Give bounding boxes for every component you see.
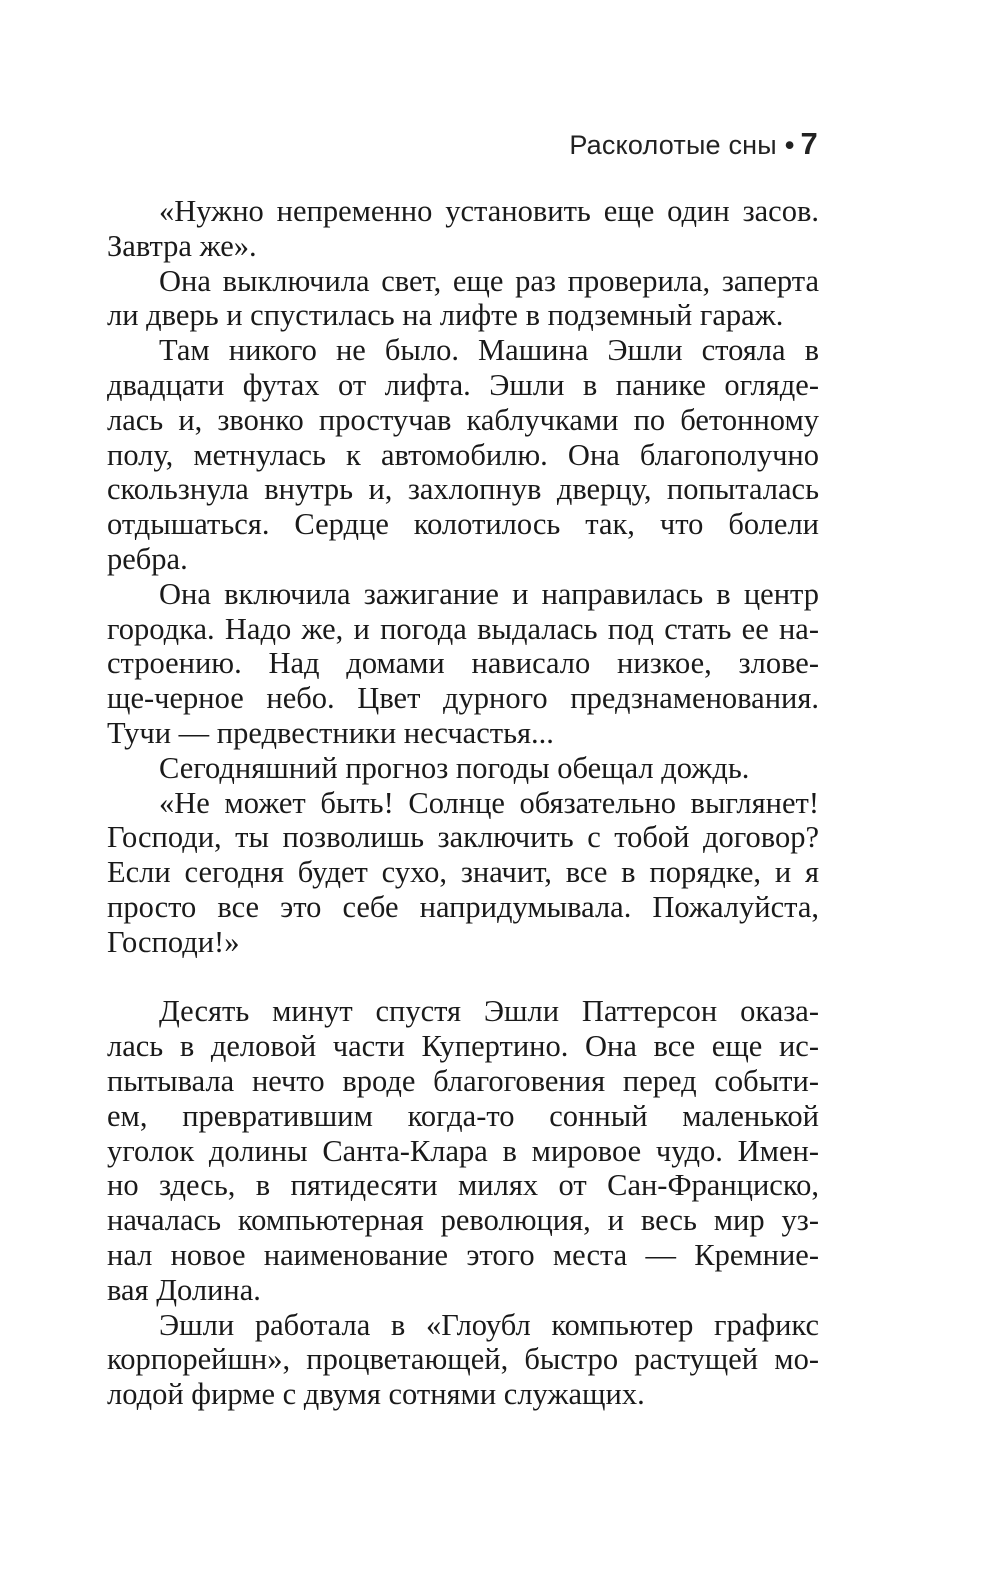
paragraph: [107, 786, 819, 960]
text-line: лась и, звонко простучав каблучками по бетонному: [107, 402, 819, 437]
text-line: Господи!»: [107, 924, 240, 959]
paragraph: [107, 577, 819, 751]
page-number: 7: [800, 126, 818, 161]
paragraph: [107, 751, 819, 786]
paragraph: [107, 194, 819, 264]
text-line: Тучи — предвестники несчастья...: [107, 715, 554, 750]
text-line: ем, превратившим когда-то сонный маленькой: [107, 1098, 819, 1133]
text-line: просто все это себе напридумывала. Пожалуйста,: [107, 889, 819, 924]
text-line: ще-черное небо. Цвет дурного предзнаменования.: [107, 681, 819, 716]
text-line: скользнула внутрь и, захлопнув дверцу, попыталась: [107, 472, 819, 507]
text-line: Завтра же».: [107, 228, 257, 263]
text-line: пытывала нечто вроде благоговения перед событи-: [107, 1063, 819, 1098]
text-line: Десять минут спустя Эшли Паттерсон оказа-: [159, 994, 819, 1029]
paragraph: [107, 994, 819, 1307]
text-line: Она выключила свет, еще раз проверила, заперта: [159, 263, 819, 298]
text-line: двадцати футах от лифта. Эшли в панике огляде-: [107, 367, 819, 402]
text-line: ребра.: [107, 541, 188, 576]
text-line: «Не может быть! Солнце обязательно выглянет!: [159, 785, 819, 820]
text-line: лодой фирме с двумя сотнями служащих.: [107, 1377, 645, 1412]
text-line: началась компьютерная революция, и весь мир уз-: [107, 1203, 819, 1238]
text-line: Она включила зажигание и направилась в центр: [159, 576, 819, 611]
text-line: Там никого не было. Машина Эшли стояла в: [159, 333, 819, 368]
paragraph: [107, 333, 819, 577]
body-text: [107, 194, 819, 1412]
text-line: но здесь, в пятидесяти милях от Сан-Франциско,: [107, 1168, 819, 1203]
text-line: Сегодняшний прогноз погоды обещал дождь.: [159, 750, 750, 785]
text-line: уголок долины Санта-Клара в мировое чудо. Имен-: [107, 1133, 819, 1168]
text-line: Господи, ты позволишь заключить с тобой договор?: [107, 820, 819, 855]
text-line: Если сегодня будет сухо, значит, все в порядке, и я: [107, 855, 819, 890]
text-line: корпорейшн», процветающей, быстро растущей мо-: [107, 1342, 819, 1377]
running-head: [569, 126, 818, 162]
text-line: полу, метнулась к автомобилю. Она благополучно: [107, 437, 819, 472]
text-line: нал новое наименование этого места — Кремние-: [107, 1237, 819, 1272]
text-line: Эшли работала в «Глоубл компьютер графикс: [159, 1307, 819, 1342]
paragraph: [107, 1308, 819, 1412]
text-line: строению. Над домами нависало низкое, злове-: [107, 646, 819, 681]
text-line: ли дверь и спустилась на лифте в подземный гараж.: [107, 298, 784, 333]
text-line: отдышаться. Сердце колотилось так, что болели: [107, 507, 819, 542]
text-line: городка. Надо же, и погода выдалась под стать ее на-: [107, 611, 819, 646]
book-title: Расколотые сны: [569, 130, 777, 160]
paragraph: [107, 264, 819, 334]
section-break: [107, 960, 819, 995]
text-line: «Нужно непременно установить еще один засов.: [159, 194, 819, 228]
text-line: лась в деловой части Купертино. Она все еще ис-: [107, 1029, 819, 1064]
header-separator: •: [784, 130, 795, 160]
text-line: вая Долина.: [107, 1272, 261, 1307]
